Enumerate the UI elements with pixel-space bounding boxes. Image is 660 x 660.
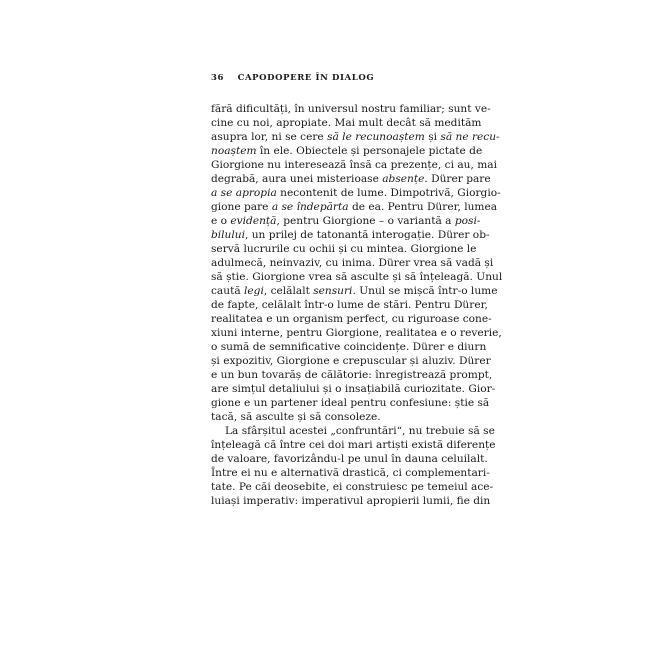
text-line (211, 102, 491, 116)
text-run: să știe. Giorgione vrea să asculte și să înțeleagă. Unul (211, 271, 503, 283)
text-line (211, 256, 494, 270)
text-run: La sfârșitul acestei „confruntări“, nu trebuie să se (225, 425, 495, 437)
text-line (211, 410, 451, 424)
text-line (211, 424, 495, 438)
text-run: tate. Pe căi deosebite, ei construiesc pe temeiul ace- (211, 481, 494, 493)
text-run: tacă, să asculte și să consoleze. (211, 411, 381, 423)
text-line (211, 200, 498, 214)
text-run: servă lucrurile cu ochii și cu mintea. Giorgione le (211, 243, 477, 255)
text-line (211, 312, 492, 326)
text-line (211, 438, 496, 452)
text-line (211, 242, 477, 256)
text-line (211, 382, 496, 396)
body-text (211, 102, 503, 508)
italic-text: absențe (382, 173, 425, 185)
text-line (211, 158, 497, 172)
italic-text: a se îndepărta (271, 201, 349, 213)
italic-text: sensuri (313, 285, 353, 297)
text-run: gione pare (211, 201, 272, 213)
text-line (211, 494, 491, 508)
italic-text: a se apropia (211, 187, 277, 199)
text-line (211, 130, 500, 144)
text-run: o sumă de semnificative coincidențe. Dürer e diurn (211, 341, 487, 353)
text-run: adulmecă, neinvaziv, cu inima. Dürer vrea să vadă și (211, 257, 494, 269)
text-run: luiași imperativ: imperativul apropierii lumii, fie din (211, 495, 491, 507)
running-title: CAPODOPERE ÎN DIALOG (237, 73, 375, 83)
text-line (211, 186, 501, 200)
text-line (211, 480, 494, 494)
text-line (211, 452, 488, 466)
text-run: și expozitiv, Giorgione e crepuscular și aluziv. Dürer (211, 355, 491, 367)
text-run: e o (211, 215, 231, 227)
page-number: 36 (211, 73, 225, 83)
text-run: , un prilej de tatonantă interogație. Dürer ob- (244, 229, 490, 241)
text-run: Între ei nu e alternativă drastică, ci complementari- (211, 467, 490, 479)
text-run: de fapte, celălalt într-o lume de stări. Pentru Dürer, (211, 299, 488, 311)
text-run: caută (211, 285, 245, 297)
text-line (211, 396, 490, 410)
text-run: xiuni interne, pentru Giorgione, realitatea e o reverie, (211, 327, 502, 339)
text-run: gione e un partener ideal pentru confesiune: știe să (211, 397, 490, 409)
text-line (211, 116, 482, 130)
italic-text: posi- (454, 215, 481, 227)
text-line (211, 228, 490, 242)
text-line (211, 284, 498, 298)
italic-text: bilului (211, 229, 245, 241)
text-run: realitatea e un organism perfect, cu riguroase cone- (211, 313, 492, 325)
italic-text: legi (244, 285, 264, 297)
text-line (211, 172, 491, 186)
text-line (211, 354, 491, 368)
text-run: e un bun tovarăș de călătorie: înregistrează prompt, (211, 369, 493, 381)
italic-text: evidență (230, 215, 277, 227)
text-line (211, 214, 481, 228)
italic-text: să ne recu- (440, 131, 500, 143)
text-run: cine cu noi, apropiate. Mai mult decât să medităm (211, 117, 482, 129)
text-run: Giorgione nu interesează însă ca prezențe, ci au, mai (211, 159, 497, 171)
text-run: de valoare, favorizându-l pe unul în dauna celuilalt. (211, 453, 488, 465)
text-line (211, 298, 488, 312)
text-line (211, 144, 483, 158)
text-run: , celălalt (263, 285, 314, 297)
text-run: și (424, 131, 441, 143)
text-line (211, 326, 502, 340)
text-run: înțeleagă că între cei doi mari artiști există diferențe (211, 439, 496, 451)
text-run: . Dürer pare (424, 173, 491, 185)
text-run: fără dificultăți, în universul nostru familiar; sunt ve- (211, 103, 491, 115)
text-run: în ele. Obiectele și personajele pictate de (256, 145, 483, 157)
text-line (211, 270, 503, 284)
text-run: . Unul se mișcă într-o lume (352, 285, 498, 297)
text-run: asupra lor, ni se cere (211, 131, 328, 143)
text-run: necontenit de lume. Dimpotrivă, Giorgio- (276, 187, 501, 199)
text-run: de ea. Pentru Dürer, lumea (348, 201, 498, 213)
italic-text: noaștem (211, 145, 257, 157)
text-line (211, 368, 493, 382)
text-run: are simțul detaliului și o insațiabilă curiozitate. Gior- (211, 383, 496, 395)
text-run: degrabă, aura unei misterioase (211, 173, 383, 185)
italic-text: să le recunoaștem (327, 131, 425, 143)
running-head (211, 73, 374, 83)
text-line (211, 466, 490, 480)
text-line (211, 340, 487, 354)
text-run: , pentru Giorgione – o variantă a (276, 215, 455, 227)
